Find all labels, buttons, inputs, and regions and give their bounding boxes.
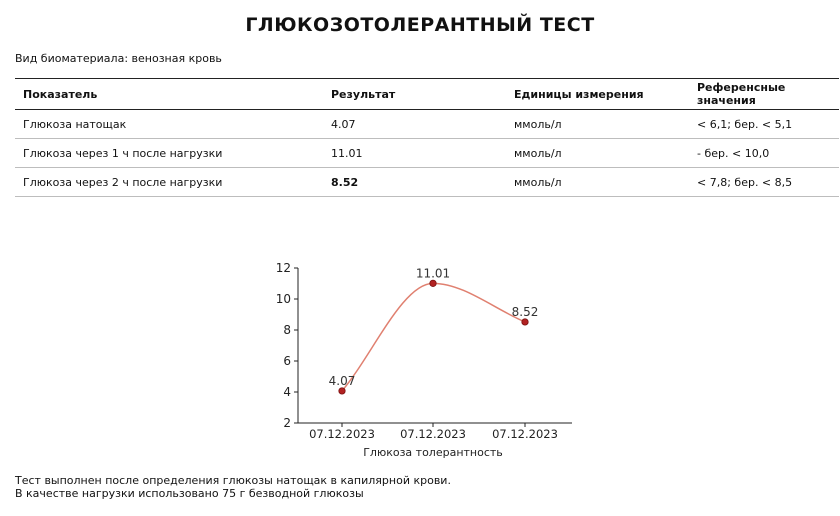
results-table — [15, 78, 839, 197]
row-reference: < 6,1; бер. < 5,1 — [689, 110, 839, 139]
x-tick-label: 07.12.2023 — [492, 427, 558, 441]
header-unit: Единицы измерения — [506, 79, 689, 110]
y-tick-label: 12 — [275, 261, 291, 275]
series-line — [342, 283, 525, 391]
data-label: 4.07 — [328, 373, 356, 388]
data-label: 8.52 — [511, 304, 539, 319]
x-axis-label: Глюкоза толерантность — [363, 446, 503, 459]
row-result-flagged: 8.52 — [323, 168, 506, 197]
test-notes — [15, 474, 451, 500]
data-point — [339, 388, 345, 394]
row-reference: - бер. < 10,0 — [689, 139, 839, 168]
data-label: 11.01 — [415, 266, 451, 281]
row-result: 11.01 — [323, 139, 506, 168]
row-result: 4.07 — [323, 110, 506, 139]
row-indicator: Глюкоза через 1 ч после нагрузки — [15, 139, 323, 168]
y-tick-label: 4 — [283, 385, 291, 399]
row-indicator: Глюкоза через 2 ч после нагрузки — [15, 168, 323, 197]
row-indicator: Глюкоза натощак — [15, 110, 323, 139]
row-reference: < 7,8; бер. < 8,5 — [689, 168, 839, 197]
note-line: В качестве нагрузки использовано 75 г безводной глюкозы — [15, 487, 364, 500]
y-tick-label: 8 — [283, 323, 291, 337]
data-point — [522, 319, 528, 325]
y-tick-label: 2 — [283, 416, 291, 430]
header-result: Результат — [323, 79, 506, 110]
data-point — [430, 280, 436, 286]
y-tick-label: 6 — [283, 354, 291, 368]
x-tick-label: 07.12.2023 — [309, 427, 375, 441]
row-unit: ммоль/л — [506, 168, 689, 197]
header-reference: Референсные значения — [689, 79, 839, 110]
report-title: ГЛЮКОЗОТОЛЕРАНТНЫЙ ТЕСТ — [245, 14, 595, 36]
x-tick-label: 07.12.2023 — [400, 427, 466, 441]
biomaterial-label: Вид биоматериала: венозная кровь — [15, 52, 222, 65]
header-indicator: Показатель — [15, 79, 323, 110]
table-row — [15, 168, 839, 197]
row-unit: ммоль/л — [506, 139, 689, 168]
table-header-row — [15, 79, 839, 110]
y-tick-label: 10 — [275, 292, 291, 306]
table-row — [15, 110, 839, 139]
row-unit: ммоль/л — [506, 110, 689, 139]
note-line: Тест выполнен после определения глюкозы натощак в капилярной крови. — [15, 474, 451, 487]
table-row — [15, 139, 839, 168]
